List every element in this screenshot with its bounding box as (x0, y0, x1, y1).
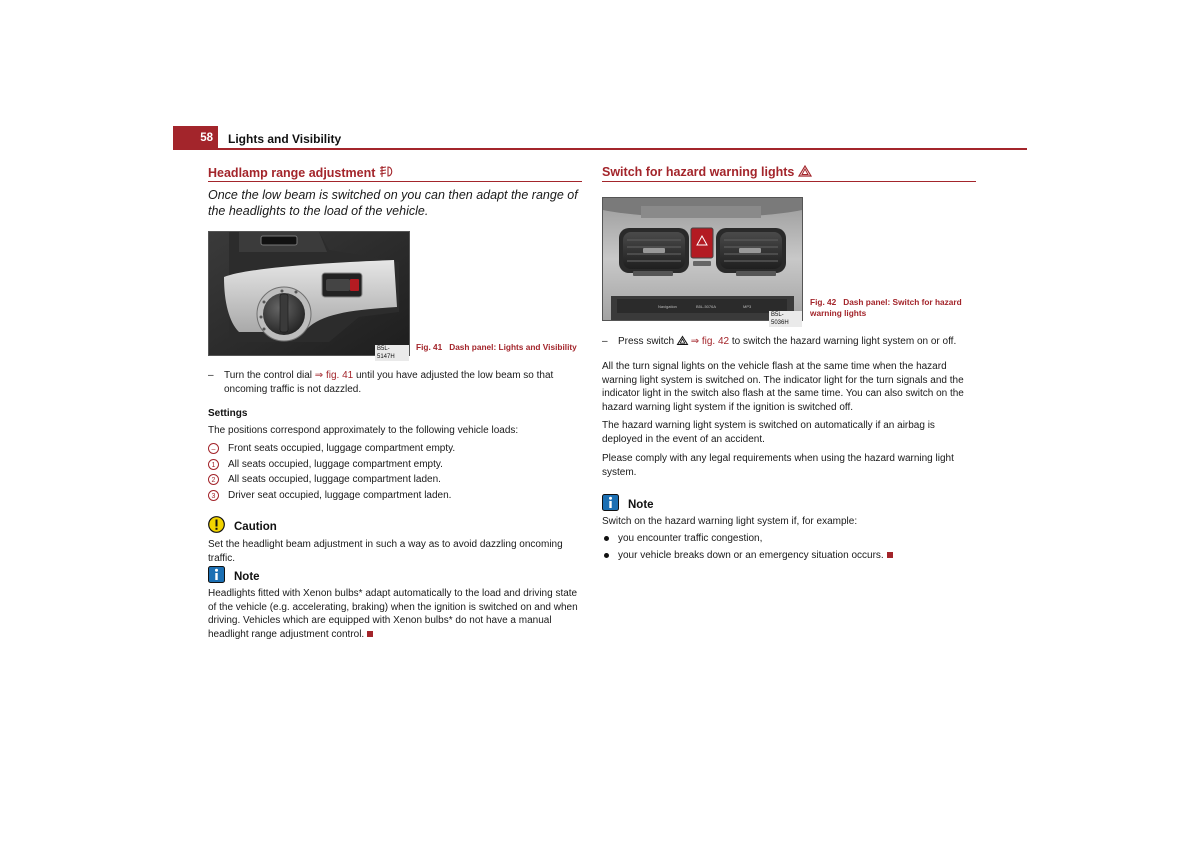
hazard-heading (602, 165, 812, 179)
headlamp-range-icon (379, 165, 395, 178)
hazard-heading-text: Switch for hazard warning lights (602, 165, 795, 179)
bullet-dot (604, 553, 609, 558)
list-item-text: All seats occupied, luggage compartment empty. (228, 459, 443, 470)
hazard-switch-icon (677, 336, 688, 345)
fig42-caption (810, 297, 980, 319)
fig42-caption-label: Fig. 42 (810, 297, 837, 307)
hazard-paragraph-1: All the turn signal lights on the vehicle flash at the same time when the hazard warning light system is switched on. The indicator light for the turn signals and the indicator light in the switch also flash at the same time. You can also switch on the hazard warning light system if the ignition is switched off. (602, 361, 964, 413)
list-item-text: Driver seat occupied, luggage compartment laden. (228, 490, 452, 501)
note-intro-right: Switch on the hazard warning light system if, for example: (602, 516, 858, 527)
screen-label: MP3 (743, 304, 752, 309)
position-marker-3: 3 (208, 490, 219, 501)
fig41-caption-text: Dash panel: Lights and Visibility (449, 342, 577, 352)
headlamp-intro: Once the low beam is switched on you can then adapt the range of the headlights to the load of the vehicle. (208, 188, 578, 218)
instruction-dash: – (208, 370, 214, 381)
headlamp-heading-text: Headlamp range adjustment (208, 166, 376, 180)
page-number: 58 (200, 132, 213, 144)
settings-heading: Settings (208, 408, 248, 419)
fig41-image (208, 231, 410, 360)
headlamp-heading (208, 165, 395, 180)
section-end-marker (887, 552, 893, 558)
caution-heading: Caution (234, 521, 277, 533)
headlamp-heading-rule (208, 181, 582, 182)
instruction-dash: – (602, 336, 608, 347)
fig42-image (602, 197, 803, 326)
section-end-marker (367, 631, 373, 637)
header-rule (173, 148, 1027, 150)
hazard-paragraph-3: Please comply with any legal requirements when using the hazard warning light system. (602, 453, 954, 478)
note-text-left (208, 587, 582, 641)
fig42-reference-link[interactable]: ⇒ fig. 42 (690, 336, 730, 347)
list-item-text: All seats occupied, luggage compartment laden. (228, 474, 441, 485)
position-marker-2: 2 (208, 474, 219, 485)
fig42-code: B5L-5036H (769, 311, 802, 327)
info-icon (602, 494, 619, 511)
list-item-text: Front seats occupied, luggage compartment empty. (228, 443, 456, 454)
bullet-dot (604, 536, 609, 541)
list-item (602, 532, 976, 546)
fig41-code: B5L-5147H (375, 345, 409, 361)
settings-list (208, 442, 582, 506)
instruction-text-before: Turn the control dial (224, 370, 315, 381)
position-marker-0: – (208, 443, 219, 454)
fig41-caption-label: Fig. 41 (416, 342, 443, 352)
fig42-caption-text: Dash panel: Switch for hazard warning lights (810, 297, 962, 318)
hazard-warning-icon (798, 165, 812, 177)
caution-icon (208, 516, 225, 533)
note-text-left-body: Headlights fitted with Xenon bulbs* adapt automatically to the load and driving state of the vehicle (e.g. accelerating, braking) when the ignition is switched on and when driving. Vehicles which are equipped with Xenon bulbs* do not have a manual headlight range adjustment control. (208, 588, 578, 640)
note-bullet-1: you encounter traffic congestion, (618, 533, 763, 544)
instruction-text-after: to switch the hazard warning light system on or off. (729, 336, 957, 347)
fig41-caption (416, 342, 577, 353)
headlamp-instruction (208, 369, 582, 396)
section-title: Lights and Visibility (228, 132, 342, 146)
screen-label: B5L-5076A (696, 304, 717, 309)
position-marker-1: 1 (208, 459, 219, 470)
info-icon (208, 566, 225, 583)
hazard-switch-illustration (603, 198, 802, 320)
hazard-heading-rule (602, 181, 976, 182)
fig41-reference-link[interactable]: ⇒ fig. 41 (314, 370, 354, 381)
list-item (602, 549, 976, 563)
note-heading-left: Note (234, 571, 260, 583)
instruction-text-before: Press switch (618, 336, 677, 347)
instruction-text-after: until you have adjusted the low beam so that oncoming traffic is not dazzled. (224, 370, 554, 395)
screen-label: Navigation (658, 304, 677, 309)
hazard-paragraph-2: The hazard warning light system is switched on automatically if an airbag is deployed in the event of an accident. (602, 420, 935, 445)
settings-intro: The positions correspond approximately to the following vehicle loads: (208, 425, 519, 436)
caution-text: Set the headlight beam adjustment in such a way as to avoid dazzling oncoming traffic. (208, 539, 563, 564)
hazard-instruction (602, 335, 982, 349)
note-heading-right: Note (628, 499, 654, 511)
note-bullet-2: your vehicle breaks down or an emergency situation occurs. (618, 550, 884, 561)
light-switch-illustration (209, 232, 409, 355)
